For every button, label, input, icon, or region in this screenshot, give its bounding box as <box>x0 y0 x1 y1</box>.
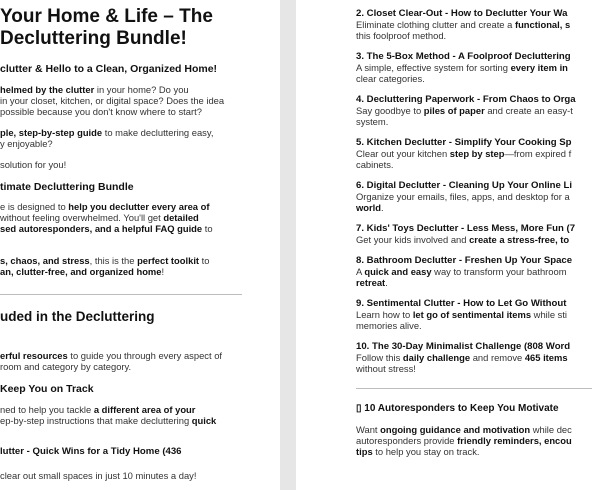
item-4-heading: 4. Decluttering Paperwork - From Chaos to Orga <box>356 94 576 105</box>
item-10-heading: 10. The 30-Day Minimalist Challenge (808 Word <box>356 341 571 352</box>
paragraph-5-line-2: an, clutter-free, and organized home! <box>0 266 165 277</box>
item-5-heading: 5. Kitchen Declutter - Simplify Your Cooking Sp <box>356 137 572 148</box>
title-line-2: Decluttering Bundle! <box>0 28 187 49</box>
intro-heading: clutter & Hello to a Clean, Organized Home! <box>0 63 218 75</box>
item-8-text-line-1: A quick and easy way to transform your bathroom <box>356 266 567 277</box>
paragraph-1-line-3: possible because you don't know where to start? <box>0 106 202 117</box>
item-6-text-line-2: world. <box>356 202 384 213</box>
item-6-text-line-1: Organize your emails, files, apps, and desktop for a <box>356 191 570 202</box>
item-9-heading: 9. Sentimental Clutter - How to Let Go Without <box>356 298 567 309</box>
item-8-heading: 8. Bathroom Declutter - Freshen Up Your Space <box>356 255 573 266</box>
item-5-text-line-1: Clear out your kitchen step by step—from expired f <box>356 148 572 159</box>
bundle-heading: timate Decluttering Bundle <box>0 181 134 193</box>
section-divider <box>356 388 592 389</box>
item-9-text-line-1: Learn how to let go of sentimental items while sti <box>356 309 568 320</box>
item-2-text-line-1: Eliminate clothing clutter and create a functional, s <box>356 19 571 30</box>
item-7-text-line-1: Get your kids involved and create a stress-free, to <box>356 234 570 245</box>
keep-on-track-heading: Keep You on Track <box>0 383 94 395</box>
item-2-heading: 2. Closet Clear-Out - How to Declutter Your Wa <box>356 8 568 19</box>
paragraph-2-line-2: y enjoyable? <box>0 138 53 149</box>
item-3-heading: 3. The 5-Box Method - A Foolproof Decluttering <box>356 51 571 62</box>
paragraph-4-line-1: e is designed to help you declutter every area of <box>0 201 210 212</box>
paragraph-7-line-1: ned to help you tackle a different area of your <box>0 404 196 415</box>
paragraph-3: solution for you! <box>0 159 67 170</box>
item-5-text-line-2: cabinets. <box>356 159 394 170</box>
paragraph-8: clear out small spaces in just 10 minutes a day! <box>0 470 197 481</box>
paragraph-6-line-1: erful resources to guide you through every aspect of <box>0 350 223 361</box>
item-9-text-line-2: memories alive. <box>356 320 422 331</box>
item-10-text-line-1: Follow this daily challenge and remove 465 items <box>356 352 568 363</box>
item-8-text-line-2: retreat. <box>356 277 388 288</box>
item-10-text-line-2: without stress! <box>356 363 416 374</box>
paragraph-7-line-2: ep-by-step instructions that make decluttering quick <box>0 415 217 426</box>
title-line-1: Your Home & Life – The <box>0 6 213 27</box>
autoresponders-heading: ▯ 10 Autoresponders to Keep You Motivate <box>356 403 559 414</box>
section-divider <box>0 294 242 295</box>
item-3-text-line-2: clear categories. <box>356 73 425 84</box>
paragraph-2-line-1: ple, step-by-step guide to make decluttering easy, <box>0 127 214 138</box>
right-page <box>296 0 592 490</box>
paragraph-4-line-2: without feeling overwhelmed. You'll get detailed <box>0 212 199 223</box>
paragraph-5-line-1: s, chaos, and stress, this is the perfect toolkit to <box>0 255 210 266</box>
autoresponders-text-line-2: autoresponders provide friendly reminders, encou <box>356 435 572 446</box>
item-1-heading: lutter - Quick Wins for a Tidy Home (436 <box>0 446 182 457</box>
paragraph-1-line-2: in your closet, kitchen, or digital space? Does the idea <box>0 95 225 106</box>
paragraph-1-line-1: helmed by the clutter in your home? Do you <box>0 84 189 95</box>
included-heading: uded in the Decluttering <box>0 309 155 324</box>
item-7-heading: 7. Kids' Toys Declutter - Less Mess, More Fun (7 <box>356 223 576 234</box>
item-2-text-line-2: this foolproof method. <box>356 30 447 41</box>
item-4-text-line-2: system. <box>356 116 389 127</box>
autoresponders-text-line-1: Want ongoing guidance and motivation while dec <box>356 424 572 435</box>
autoresponders-text-line-3: tips to help you stay on track. <box>356 446 480 457</box>
item-3-text-line-1: A simple, effective system for sorting every item in <box>356 62 568 73</box>
item-4-text-line-1: Say goodbye to piles of paper and create an easy-t <box>356 105 573 116</box>
paragraph-4-line-3: sed autoresponders, and a helpful FAQ guide to <box>0 223 213 234</box>
left-page <box>0 0 280 490</box>
paragraph-6-line-2: room and category by category. <box>0 361 132 372</box>
item-6-heading: 6. Digital Declutter - Cleaning Up Your Online Li <box>356 180 573 191</box>
